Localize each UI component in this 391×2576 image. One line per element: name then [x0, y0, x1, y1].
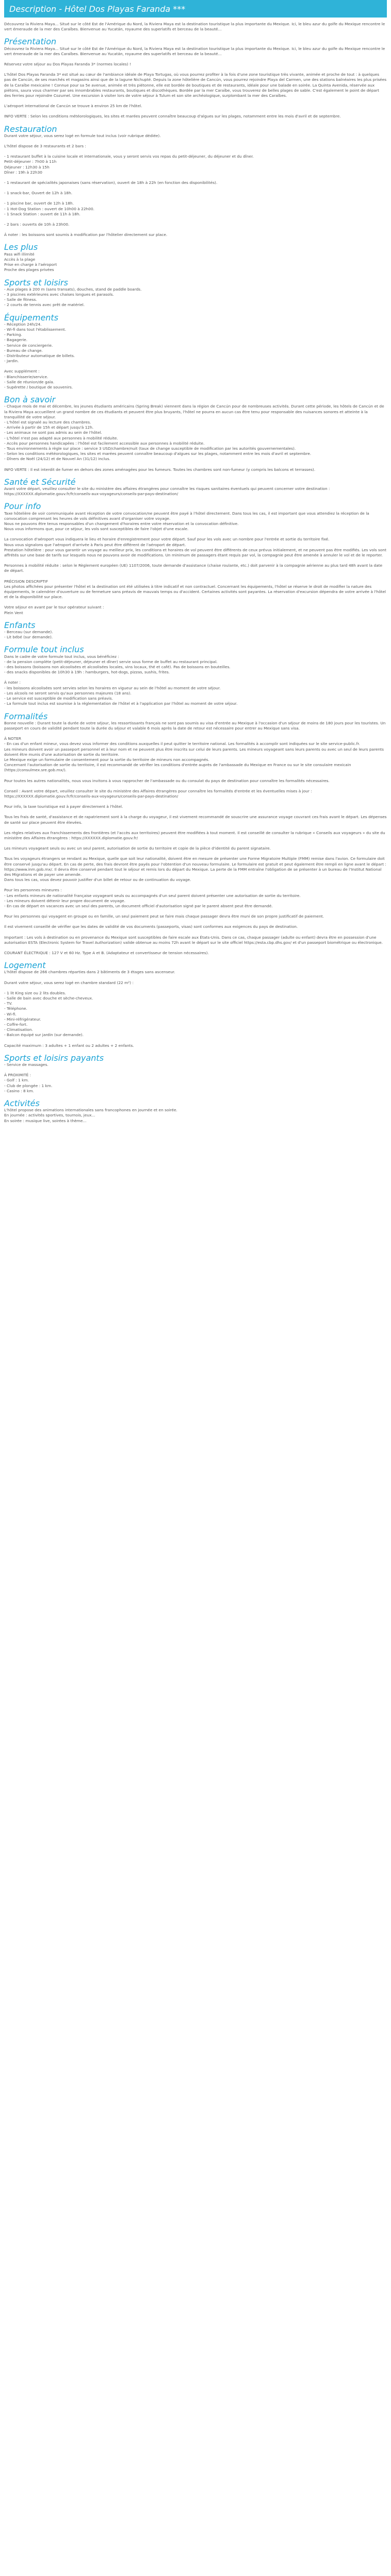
- section-paragraph: Tous les frais de santé, d'assistance et de rapatriement sont à la charge du voyageur, il est vivement recommandé de souscrire une assurance voyage couvrant ces frais avant le départ. Les dépenses de santé sur place peuvent être élevées.: [4, 815, 388, 825]
- section-paragraph: Découvrez la Riviera Maya... Situé sur le côté Est de l'Amérique du Nord, la Riviera Maya est la destination touristique la plus importante du Mexique. Ici, le bleu azur du golfe du Mexique rencontre le vert émeraude de la mer des Caraïbes. Bienvenue au Yucatán, royaume des superlatifs et berceau de la beauté...: [4, 46, 386, 56]
- section-paragraph: Dans le cadre de votre formule tout inclus, vous bénéficiez : - de la pension complète (petit-déjeuner, déjeuner et dîner) servie sous forme de buffet au restaurant principal. - des boissons (boissons non alcoolisées et alcoolisées locales, vins locaux, thé et café). Pas de boissons en bouteilles. - des snacks disponibles de 10h30 à 19h : hamburgers, hot-dogs, pizzas, sushis, frites.: [4, 654, 231, 675]
- section-paragraph: À PROXIMITÉ : - Golf : 1 km. - Club de plongée : 1 km. - Casino : 8 km.: [4, 1073, 53, 1093]
- section-heading: Présentation: [4, 37, 57, 47]
- section-paragraph: La convocation d'aéroport vous indiquera le lieu et horaire d'enregistrement pour votre départ. Sauf pour les vols avec un nombre pour l'entrée et sortie du territoire fixé. Nous vous signalons que l'aéroport d'arrivée à Paris peut être différent de l'aéroport de départ. Prestation hôtelière : pour vous garantir un voyage au meilleur prix, les conditions et horaires de vol peuvent être différents de ceux prévus initialement, et ne peuvent pas être modifiés. Les vols sont affrétés sur une base de tarifs sur lesquels nous ne pouvons avoir de modifications. Un minimum de passagers étant requis par vol, la compagnie peut être amenée à annuler le vol et de le reporter.: [4, 537, 386, 558]
- page-title: Description - Hôtel Dos Playas Faranda ***: [9, 4, 186, 14]
- section-paragraph: Bonne nouvelle : Durant toute la durée de votre séjour, les ressortissants français ne sont pas soumis au visa d'entrée au Mexique à l'occasion d'un séjour de moins de 180 jours pour les touristes. Un passeport en cours de validité pendant toute la durée du séjour et valable 6 mois après la date de retour est nécessaire pour entrer au Mexique sans visa.: [4, 720, 387, 731]
- section-paragraph: - 1 restaurant de spécialités japonaises (sans réservation), ouvert de 18h à 22h (en fonction des disponibilités).: [4, 180, 218, 185]
- section-paragraph: Durant votre séjour, vous serez logé en chambre standard (22 m²) :: [4, 980, 134, 985]
- section-paragraph: Les règles relatives aux franchissements des frontières (et l'accès aux territoires) peuvent être modifiées à tout moment. Il est conseillé de consulter la rubrique « Conseils aux voyageurs » du site du ministère des Affaires étrangères : https://XXXXXX.diplomatie.gouv.fr/: [4, 830, 387, 840]
- sections: [4, 39, 387, 1123]
- section-courant: [4, 951, 387, 956]
- section-paragraph: - 2 bars : ouverts de 10h à 23h00.: [4, 222, 70, 227]
- section-heading: Formalités: [4, 711, 48, 721]
- intro: [4, 22, 387, 32]
- section-sportsloisirs: [4, 1053, 387, 1094]
- section-paragraph: - Berceau (sur demande). - Lit bébé (sur demande).: [4, 630, 53, 640]
- section-paragraph: Avant votre départ, veuillez consulter le site du ministère des affaires étrangères pour connaître les risques sanitaires éventuels qui peuvent concerner votre destination : https://XXXXXX.diplomatie.gouv.fr/fr/conseils-aux-voyageurs/conseils-par-pays-destination/: [4, 486, 331, 497]
- section-plus: [4, 242, 387, 273]
- section-paragraph: COURANT ÉLECTRIQUE : 127 V et 60 Hz. Type A et B. (Adaptateur et convertisseur de tension nécessaires).: [4, 951, 209, 955]
- section-paragraph: INFO VERTE : Selon les conditions météorologiques, les sites et marées peuvent connaître beaucoup d'algues sur les plages, notamment entre les mois d'avril et de septembre.: [4, 114, 341, 119]
- section-heading: Logement: [4, 960, 46, 971]
- section-paragraph: Important : Les vols à destination ou en provenance du Mexique sont susceptibles de faire escale aux États-Unis. Dans ce cas, chaque passager (adulte ou enfant) devra être en possession d'une autorisation ESTA (Electronic System for Travel Authorization) valide obtenue au moins 72h avant le départ sur le site officiel https://esta.cbp.dhs.gov/ et d'un passeport biométrique ou électronique.: [4, 935, 383, 945]
- section-paragraph: PRÉCISION DESCRIPTIF Les photos affichées pour présenter l'hôtel et la destination ont été utilisées à titre indicatif et non contractuel. Concernant les équipements, l'hôtel se réserve le droit de modifier la nature des équipements, le calendrier d'ouverture ou de fermeture sans préavis de mauvais temps ou d'accident. Certaines activités sont payantes. La réservation d'excursion dépendra de votre arrivée à l'hôtel et de la disponibilité sur place.: [4, 579, 386, 600]
- section-paragraph: Les mineurs voyageant seuls ou avec un seul parent, autorisation de sortie du territoire et copie de la pièce d'identité du parent signataire.: [4, 846, 271, 851]
- section-heading: Sports et loisirs: [4, 277, 68, 287]
- intro-paragraph: Découvrez la Riviera Maya... Situé sur le côté Est de l'Amérique du Nord, la Riviera Maya est la destination touristique la plus importante du Mexique. Ici, le bleu azur du golfe du Mexique rencontre le vert émeraude de la mer des Caraïbes. Bienvenue au Yucatán, royaume des superlatifs et berceau de la beauté...: [4, 22, 386, 32]
- section-heading: Restauration: [4, 124, 57, 134]
- section-paragraph: Personnes à mobilité réduite : selon le Règlement européen (UE) 1107/2006, toute demande d'assistance (chaise roulante, etc.) doit parvenir à la compagnie aérienne au plus tard 48h avant la date de départ.: [4, 563, 384, 573]
- section-paragraph: - 1 snack-bar, Ouvert de 12h à 18h.: [4, 191, 73, 196]
- section-equipements: [4, 312, 387, 391]
- section-paragraph: Durant votre séjour, vous serez logé en formule tout inclus (voir rubrique dédiée).: [4, 133, 161, 138]
- section-presentation: [4, 39, 387, 119]
- section-paragraph: À NOTER - En cas d'un enfant mineur, vous devez vous informer des conditions auxquelles il peut quitter le territoire national. Les formalités à accomplir sont indiquées sur le site service-public.fr. Les mineurs doivent avoir un passeport personnel et à leur nom et ne peuvent plus être inscrits sur celui de leurs parents. Les mineurs voyageant sans leurs parents ou avec un seul de leurs parents doivent être munis d'une autorisation de sortie du territoire. Le Mexique exige un formulaire de consentement pour la sortie du territoire de mineurs non accompagnés. Concernant l'autorisation de sortie du territoire, il est recommandé de vérifier les conditions d'entrée auprès de l'ambassade du Mexique en France ou sur le site consulaire mexicain (https://consulmex.sre.gob.mx/).: [4, 736, 384, 773]
- section-paragraph: Pour les personnes qui voyagent en groupe ou en famille, un seul paiement peut se faire mais chaque passager devra être muni de son propre justificatif de paiement.: [4, 914, 324, 919]
- section-paragraph: Taxe hôtelière de voir communiquée avant réception de votre convocation/ne peuvent être payé à l'hôtel directement. Dans tous les cas, il est important que vous attendiez la réception de la convocation comprenant les heures de vols définitives avant d'organiser votre voyage. Nous ne pouvons être tenus responsables d'un changement d'horaires entre votre réservation et la convocation définitive. Nous vous informons que, pour ce séjour, les vols sont susceptibles de faire l'objet d'une escale.: [4, 511, 369, 532]
- section-heading: Équipements: [4, 312, 59, 323]
- section-paragraph: - 1 piscine bar, ouvert de 12h à 18h. - 1 Hot-Dog Station : ouvert de 10h00 à 22h00. - 1 Snack Station : ouvert de 11h à 18h.: [4, 201, 94, 216]
- section-heading: Pour info: [4, 501, 41, 512]
- section-paragraph: Il est vivement conseillé de vérifier que les dates de validité de vos documents (passeports, visas) sont conformes aux exigences du pays de destination.: [4, 924, 298, 929]
- section-paragraph: - Aux plages à 200 m (sans transats), douches, stand de paddle boards. - 3 piscines extérieures avec chaises longues et parasols. - Salle de fitness. - 2 courts de tennis avec prêt de matériel.: [4, 286, 142, 308]
- section-sports: [4, 277, 387, 308]
- section-formule: [4, 647, 387, 706]
- section-paragraph: Pass wifi illimité Accès à la plage Prise en charge à l'aéroport Proche des plages privées: [4, 251, 57, 273]
- section-logement: [4, 960, 387, 1048]
- section-activites: [4, 1098, 387, 1124]
- title-banner: [4, 0, 387, 18]
- section-paragraph: L'hôtel propose des animations internationales sans francophones en journée et en soirée. En journée : activités sportives, tournois, jeux... En soirée : musique live, soirées à thème...: [4, 1108, 177, 1123]
- section-paragraph: Pour toutes les autres nationalités, nous vous invitons à vous rapprocher de l'ambassade ou du consulat du pays de destination pour connaître les formalités nécessaires.: [4, 778, 330, 783]
- section-heading: Enfants: [4, 620, 36, 630]
- section-info: [4, 501, 387, 615]
- section-paragraph: - Réception 24h/24. - Wi-fi dans tout l'établissement. - Parking. - Bagagerie. - Service de conciergerie. - Bureau de change. - Distributeur automatique de billets. - Jardin.: [4, 321, 75, 364]
- section-formalites: [4, 711, 388, 946]
- section-paragraph: - 1 lit King size ou 2 lits doubles. - Salle de bain avec douche et sèche-cheveux. - TV. - Téléphone. - Wi-fi. - Mini-réfrigérateur. - Coffre-fort. - Climatisation. - Balcon équipé sur jardin (sur demande).: [4, 990, 93, 1038]
- section-paragraph: Pour les personnes mineures : - Les enfants mineurs de nationalité française voyageant seuls ou accompagnés d'un seul parent doivent présenter une autorisation de sortie du territoire. - Les mineurs doivent détenir leur propre document de voyage. - En cas de départ en vacances avec un seul des parents, un document officiel d'autorisation signé par le parent absent peut être demandé.: [4, 888, 301, 908]
- section-paragraph: - Service de massages.: [4, 1062, 48, 1067]
- section-restauration: [4, 124, 387, 238]
- section-sante: [4, 477, 387, 497]
- section-paragraph: L'hôtel Dos Playas Faranda 3* est situé au cœur de l'ambiance idéale de Playa Tortugas, où vous pourrez profiter à la fois d'une zone touristique très vivante, animée et proche de tout : à quelques pas de Cancún, de ses marchés et magasins ainsi que de la lagune Nichupté. Depuis la zone hôtelière de Cancún, vous pourrez rejoindre Playa del Carmen, une des stations balnéaires les plus prisées de la Caraïbe mexicaine ! Connue pour sa 5e avenue, animée et très piétonne, elle est bordée de boutiques et de restaurants, idéale pour une balade en soirée. La Quinta Avenida, réservée aux piétons, saura vous charmer par ses innombrables restaurants, boutiques et discothèques. Bordée par la mer Caraïbe, vous trouverez de belles plages de sable. C'est également le point de départ des ferries pour rejoindre Cozumel. Une excursion à visiter lors de votre séjour à Tulum et son site archéologique, surplombant la mer des Caraïbes.: [4, 72, 388, 98]
- section-paragraph: À noter : les boissons sont soumis à modification par l'hôtelier directement sur place.: [4, 232, 168, 238]
- section-paragraph: - 1 restaurant buffet à la cuisine locale et internationale, vous y seront servis vos repas du petit-déjeuner, du déjeuner et du dîner. Petit-déjeuner : 7h00 à 11h Déjeuner : 12h30 à 15h Dîner : 19h à 22h30: [4, 154, 254, 175]
- section-heading: Les plus: [4, 242, 38, 252]
- section-paragraph: Conseil : Avant votre départ, veuillez consulter le site du ministère des Affaires étrangères pour connaître les formalités d'entrée et les éventuelles mises à jour : https://XXXXXX.diplomatie.gouv.fr/fr/conseils-aux-voyageurs/conseils-par-pays-destination/: [4, 788, 314, 799]
- section-heading: Santé et Sécurité: [4, 477, 76, 487]
- section-bienavoir: [4, 397, 387, 472]
- section-paragraph: - Chaque mois de mai et décembre, les jeunes étudiants américains (Spring Break) viennent dans la région de Cancún pour de nombreuses activités. Durant cette période, les hôtels de Cancún et de la Riviera Maya accueillent un grand nombre de ces étudiants et peuvent être plus bruyants, l'hôtel ne pourra en aucun cas être tenu pour responsable des nuisances sonores et atteinte à la tranquillité de votre séjour. - L'hôtel est signalé au lecture des chambres. - Arrivée à partir de 15h et départ jusqu'à 12h. - Les animaux ne sont pas admis au sein de l'hôtel. - L'hôtel n'est pas adapté aux personnes à mobilité réduite. - Accès pour personnes handicapées : l'hôtel est facilement accessible aux personnes à mobilité réduite. - Tous environnements à règle sur place : service 3 USD/chambre/nuit (taux de change susceptible de modification par les autorités gouvernementales). - Selon les conditions météorologiques, les sites et marées peuvent connaître beaucoup d'algues sur les plages, notamment entre les mois d'avril et septembre. - Dîners de Noël (24/12) et de Nouvel An (31/12) inclus.: [4, 404, 384, 462]
- section-paragraph: Pour info, la taxe touristique est à payer directement à l'hôtel.: [4, 804, 123, 809]
- description-content: [0, 22, 391, 1124]
- section-enfants: [4, 620, 387, 640]
- section-paragraph: L'aéroport international de Cancún se trouve à environ 25 km de l'hôtel.: [4, 104, 142, 109]
- section-heading: Activités: [4, 1098, 40, 1109]
- section-paragraph: Tous les voyageurs étrangers se rendant au Mexique, quelle que soit leur nationalité, doivent être en mesure de présenter une Forme Migratoire Multiple (FMM) remise dans l'avion. Ce formulaire doit être conservé jusqu'au départ. En cas de perte, des frais devront être payés pour l'obtention d'un nouveau formulaire. Le formulaire est gratuit et peut également être rempli en ligne avant le départ : https://www.inm.gob.mx/. Il devra être conservé pendant tout le séjour et remis lors du départ du Mexique. La perte de la FMM entraîne l'obligation de se présenter à un bureau de l'Institut National des Migrations et de payer une amende. Dans tous les cas, vous devez pouvoir justifier d'un billet de retour ou de continuation du voyage.: [4, 856, 386, 883]
- section-paragraph: Capacité maximum : 3 adultes + 1 enfant ou 2 adultes + 2 enfants.: [4, 1043, 134, 1048]
- section-paragraph: Réservez votre séjour au Dos Playas Faranda 3* (normes locales) !: [4, 62, 132, 67]
- section-paragraph: Votre séjour en avant par le tour opérateur suivant : Plein Vent: [4, 605, 104, 615]
- section-heading: Sports et loisirs payants: [4, 1053, 104, 1063]
- section-paragraph: À noter : - les boissons alcoolisées sont servies selon les horaires en vigueur au sein de l'hôtel au moment de votre séjour. - Les alcools ne seront servis qu'aux personnes majeures (18 ans). - Le service est susceptible de modification sans préavis. - La formule tout inclus est soumise à la réglementation de l'hôtel et à l'application par l'hôtel au moment de votre séjour.: [4, 680, 238, 706]
- section-heading: Bon à savoir: [4, 395, 56, 405]
- section-heading: Formule tout inclus: [4, 645, 84, 655]
- section-paragraph: L'hôtel dispose de 266 chambres réparties dans 2 bâtiments de 3 étages sans ascenseur.: [4, 970, 175, 975]
- section-paragraph: INFO VERTE : Il est interdit de fumer en dehors des zones aménagées pour les fumeurs. Toutes les chambres sont non-fumeur (y compris les balcons et terrasses).: [4, 467, 316, 472]
- section-paragraph: Avec supplément : - Blanchisserie/service. - Salle de réunion/de gala. - Supérette / boutique de souvenirs.: [4, 369, 73, 389]
- section-paragraph: L'hôtel dispose de 3 restaurants et 2 bars :: [4, 144, 86, 149]
